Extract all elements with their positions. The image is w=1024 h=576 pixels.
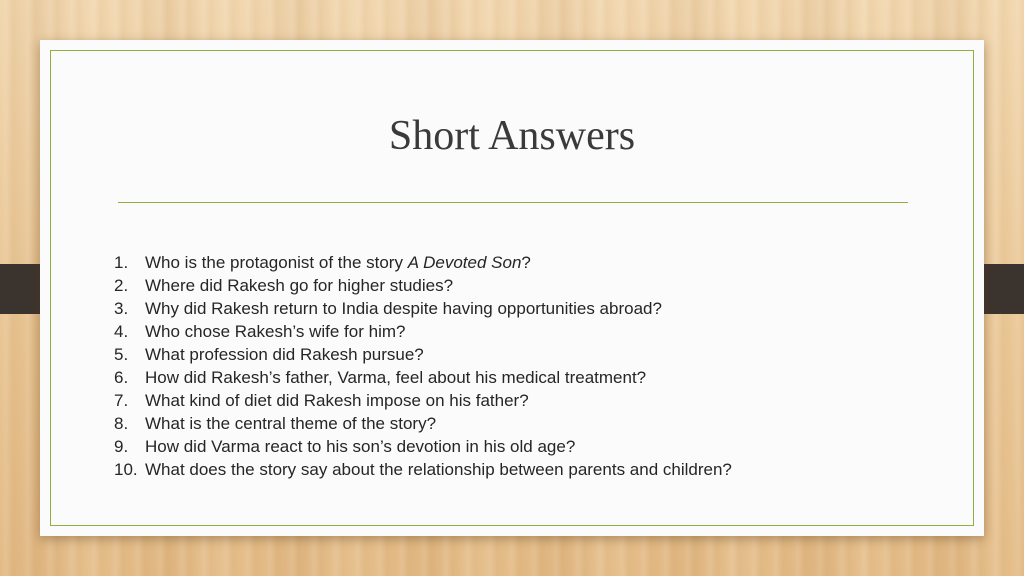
question-item-2 xyxy=(114,274,934,297)
story-title-italic: A Devoted Son xyxy=(407,253,522,272)
question-text: What profession did Rakesh pursue? xyxy=(145,345,424,364)
question-text: Why did Rakesh return to India despite having opportunities abroad? xyxy=(145,299,662,318)
question-number: 2. xyxy=(114,276,129,295)
question-number: 8. xyxy=(114,414,129,433)
question-number: 1. xyxy=(114,253,129,272)
question-item-8 xyxy=(114,412,934,435)
question-text-after: ? xyxy=(521,253,531,272)
question-number: 9. xyxy=(114,437,129,456)
question-item-1 xyxy=(114,251,934,274)
question-number: 6. xyxy=(114,368,129,387)
question-text: Who chose Rakesh’s wife for him? xyxy=(145,322,406,341)
question-number: 7. xyxy=(114,391,129,410)
question-text: Where did Rakesh go for higher studies? xyxy=(145,276,454,295)
question-text xyxy=(145,251,531,274)
question-item-3 xyxy=(114,297,934,320)
slide-title: Short Answers xyxy=(388,113,636,159)
slide-card xyxy=(40,40,984,536)
title-divider xyxy=(118,202,908,203)
question-text: What is the central theme of the story? xyxy=(145,414,437,433)
question-number: 5. xyxy=(114,345,129,364)
question-number: 3. xyxy=(114,299,129,318)
question-item-4 xyxy=(114,320,934,343)
question-list xyxy=(114,251,934,481)
question-number: 10. xyxy=(114,460,138,479)
question-item-5 xyxy=(114,343,934,366)
question-number: 4. xyxy=(114,322,129,341)
question-text-before: Who is the protagonist of the story xyxy=(145,253,408,272)
question-text: How did Varma react to his son’s devotion in his old age? xyxy=(145,437,576,456)
question-item-9 xyxy=(114,435,934,458)
question-item-7 xyxy=(114,389,934,412)
question-text: How did Rakesh’s father, Varma, feel about his medical treatment? xyxy=(145,368,647,387)
question-text: What kind of diet did Rakesh impose on his father? xyxy=(145,391,529,410)
question-item-6 xyxy=(114,366,934,389)
question-text: What does the story say about the relationship between parents and children? xyxy=(145,460,732,479)
question-item-10 xyxy=(114,458,934,481)
